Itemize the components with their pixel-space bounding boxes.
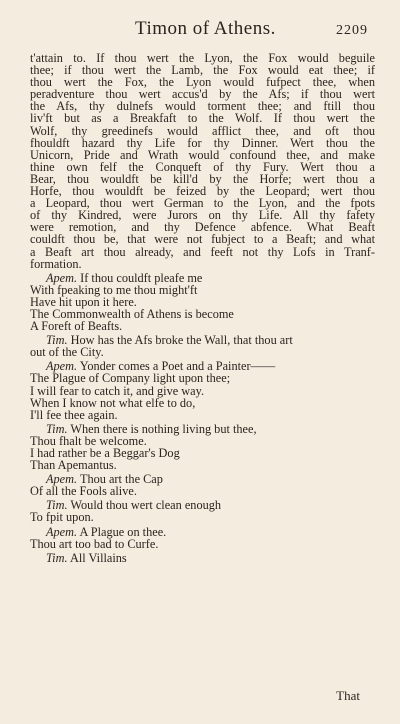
speech-text: Of all the Fools alive. (30, 484, 137, 499)
speech-text: I will fear to catch it, and give way. (30, 383, 205, 398)
prose-line: a Leopard, thou wert German to the Lyon, and the fpots (30, 196, 375, 211)
prose-line: formation. (30, 256, 82, 271)
speaker-name: Tim. (46, 550, 68, 565)
speech-text: Would thou wert clean enough (70, 498, 222, 513)
speech-text: I'll fee thee again. (30, 407, 118, 422)
speech (30, 423, 375, 471)
speech-line (30, 511, 375, 523)
speech (30, 552, 375, 564)
speech (30, 473, 375, 497)
prose-paragraph (30, 52, 375, 270)
speech-text: Thou art the Cap (79, 472, 163, 487)
speech-text: Yonder comes a Poet and a Painter—— (79, 359, 276, 374)
speech-text: A Foreft of Beafts. (30, 319, 123, 334)
speech-text: out of the City. (30, 345, 104, 360)
prose-line: liv'ft but as a Breakfaft to the Wolf. If thou wert the (30, 111, 375, 126)
prose-line: peradventure thou wert accus'd by the Afs; if thou wert (30, 87, 375, 102)
prose-line: t'attain to. If thou wert the Lyon, the Fox would beguile (30, 51, 375, 65)
speaker-name: Tim. (46, 498, 68, 513)
prose-line: a Beaft art thou already, and feeft not thy Lofs in Tranf- (30, 244, 375, 259)
prose-line: of thy Kindred, were Jurors on thy Life. All thy fafety (30, 208, 375, 223)
dialogue (30, 272, 375, 564)
speaker-name: Apem. (46, 524, 78, 539)
speech-text: With fpeaking to me thou might'ft (30, 282, 198, 297)
speech-text: When there is nothing living but thee, (70, 421, 257, 436)
prose-line: thou wert the Fox, the Lyon would fufpect thee, when (30, 75, 375, 90)
speech-line (30, 552, 375, 564)
speech-text: A Plague on thee. (79, 524, 167, 539)
speech-line (30, 459, 375, 471)
prose-line: Unicorn, Pride and Wrath would confound thee, and make (30, 147, 375, 162)
speech-text: When I know not what elfe to do, (30, 395, 196, 410)
speaker-name: Apem. (46, 359, 78, 374)
prose-line: Wolf, thy greedinefs would afflict thee, and oft thou (30, 123, 375, 138)
speech-text: Thou fhalt be welcome. (30, 433, 147, 448)
speaker-name: Tim. (46, 421, 68, 436)
speech (30, 334, 375, 358)
speaker-name: Tim. (46, 333, 68, 348)
speech-line (30, 346, 375, 358)
running-title: Timon of Athens. (135, 18, 276, 39)
speech-line (30, 409, 375, 421)
speech-text: The Plague of Company light upon thee; (30, 371, 231, 386)
body-text (30, 52, 375, 564)
prose-line: thee; if thou wert the Lamb, the Fox would eat thee; if (30, 63, 375, 78)
prose-line: thine own felf the Conqueft of thy Fury. Wert thou a (30, 159, 375, 174)
prose-line: the Afs, thy dulnefs would torment thee; and ftill thou (30, 99, 375, 114)
speech (30, 499, 375, 523)
page-number: 2209 (336, 23, 368, 38)
prose-line: Horfe, thou wouldft be feized by the Leopard; wert thou (30, 184, 375, 199)
speech-text: All Villains (69, 550, 127, 565)
speech (30, 272, 375, 332)
speech-text: Than Apemantus. (30, 458, 117, 473)
speech-text: Have hit upon it here. (30, 294, 137, 309)
prose-line: Bear, thou wouldft be kill'd by the Horfe; wert thou a (30, 171, 375, 186)
speech-line (30, 485, 375, 497)
speech (30, 360, 375, 420)
prose-line: were remotion, and thy Defence abfence. What Beaft (30, 220, 375, 235)
prose-line: couldft thou be, that were not fubject to a Beaft; and what (30, 232, 375, 247)
speech-text: I had rather be a Beggar's Dog (30, 446, 180, 460)
speech-text: If thou couldft pleafe me (80, 270, 203, 285)
speech-line (30, 538, 375, 550)
prose-line: fhouldft hazard thy Life for thy Dinner. Wert thou the (30, 135, 375, 150)
speech-line (30, 320, 375, 332)
speech-text: The Commonwealth of Athens is become (30, 306, 234, 321)
speaker-name: Apem. (46, 472, 78, 487)
speech-text: To fpit upon. (30, 510, 94, 525)
speech-text: Thou art too bad to Curfe. (30, 536, 159, 551)
speaker-name: Apem. (46, 270, 78, 285)
speech-text: How has the Afs broke the Wall, that thou art (70, 333, 293, 348)
running-head (0, 14, 400, 44)
catchword: That (336, 688, 360, 703)
speech (30, 526, 375, 550)
